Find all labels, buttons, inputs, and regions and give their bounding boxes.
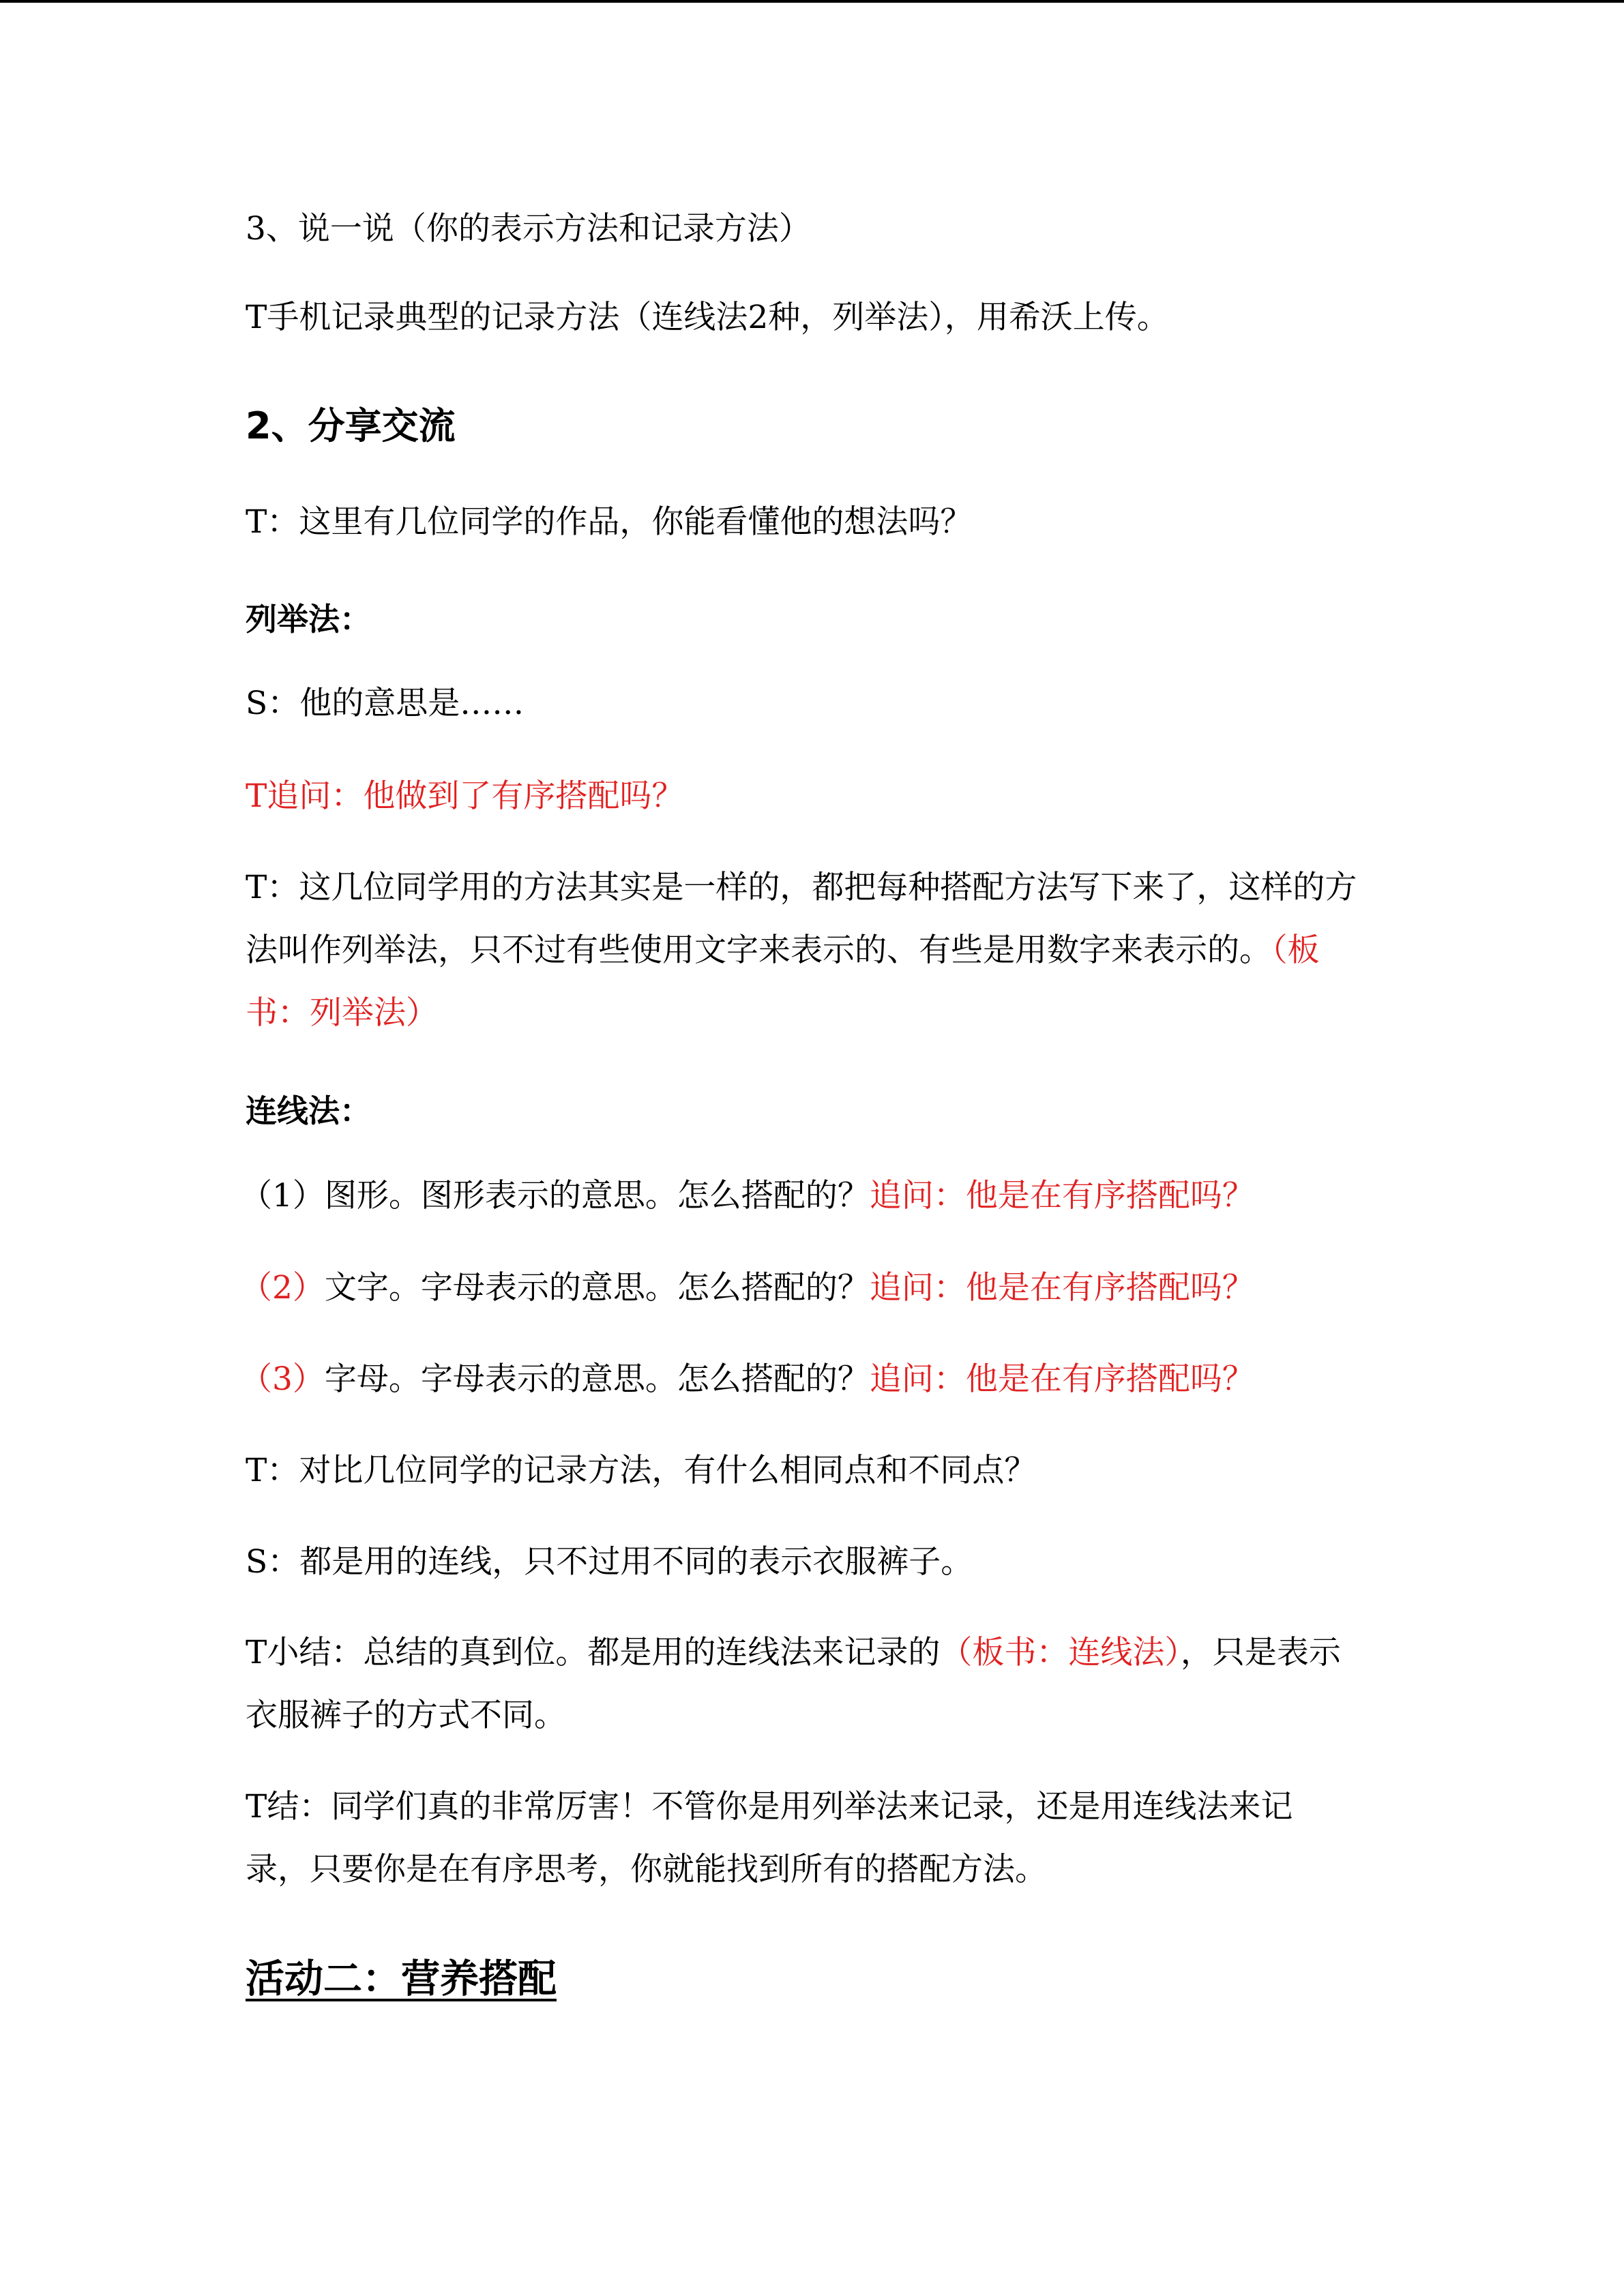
paragraph: [246, 286, 1378, 349]
text-span: ，只是表示: [1180, 1634, 1341, 1671]
list-item: [240, 1257, 1372, 1320]
follow-up-question: 追问：他是在有序搭配吗？: [869, 1360, 1254, 1398]
heading-text: 2、分享交流: [246, 404, 456, 447]
text-span: 3、说一说（你的表示方法和记录方法）: [246, 210, 811, 248]
text-span: T：这里有几位同学的作品，你能看懂他的想法吗？: [246, 503, 973, 541]
board-note: （板书：连线法）: [940, 1634, 1181, 1671]
text-span: 文字。字母表示的意思。怎么搭配的？: [324, 1269, 870, 1307]
text-span: 录，只要你是在有序思考，你就能找到所有的搭配方法。: [246, 1851, 1047, 1888]
subheading: [246, 1086, 371, 1131]
text-span: （1）图形。图形表示的意思。怎么搭配的？: [240, 1177, 870, 1214]
paragraph: [246, 198, 1378, 260]
follow-up-question: 追问：他是在有序搭配吗？: [869, 1177, 1254, 1214]
text-span: 字母。字母表示的意思。怎么搭配的？: [324, 1360, 870, 1398]
text-span: 衣服裤子的方式不同。: [246, 1697, 566, 1734]
text-span: T手机记录典型的记录方法（连线法2种，列举法），用希沃上传。: [246, 299, 1169, 336]
follow-up-question: 追问：他是在有序搭配吗？: [869, 1269, 1254, 1307]
text-span: S：他的意思是……: [246, 685, 525, 722]
list-item: [240, 1165, 1372, 1227]
paragraph: [246, 1440, 1378, 1502]
paragraph-highlight: [246, 765, 1378, 828]
paragraph: [246, 1838, 1378, 1901]
paragraph: [246, 919, 1378, 982]
paragraph: [246, 672, 1378, 735]
section-heading: [246, 397, 456, 449]
heading-text: 列举法：: [246, 601, 371, 638]
paragraph: [246, 1531, 1378, 1594]
heading-text: 活动二：营养搭配: [246, 1956, 557, 2001]
paragraph: [246, 1776, 1378, 1838]
paragraph: [246, 491, 1378, 554]
text-span: 法叫作列举法，只不过有些使用文字来表示的、有些是用数字来表示的。: [246, 931, 1271, 969]
page-top-border: [0, 0, 1624, 3]
list-number: （2）: [240, 1269, 325, 1307]
text-span: S：都是用的连线，只不过用不同的表示衣服裤子。: [246, 1543, 973, 1581]
text-span: T：对比几位同学的记录方法，有什么相同点和不同点？: [246, 1452, 1037, 1489]
text-span: 书：列举法）: [246, 994, 438, 1032]
activity-heading: [246, 1948, 557, 2003]
list-number: （3）: [240, 1360, 325, 1398]
text-span: T结：同学们真的非常厉害！不管你是用列举法来记录，还是用连线法来记: [246, 1788, 1293, 1825]
board-note-line: [246, 982, 1378, 1045]
text-span: T：这几位同学用的方法其实是一样的，都把每种搭配方法写下来了，这样的方: [246, 869, 1357, 906]
paragraph: [246, 1684, 1378, 1747]
list-item: [240, 1348, 1372, 1411]
heading-text: 连线法：: [246, 1092, 371, 1129]
subheading: [246, 595, 371, 640]
paragraph: [246, 856, 1378, 919]
text-span: T追问：他做到了有序搭配吗？: [246, 777, 684, 815]
board-note: （板: [1271, 931, 1320, 969]
text-span: T小结：总结的真到位。都是用的连线法来记录的: [246, 1634, 941, 1671]
paragraph: [246, 1622, 1378, 1684]
